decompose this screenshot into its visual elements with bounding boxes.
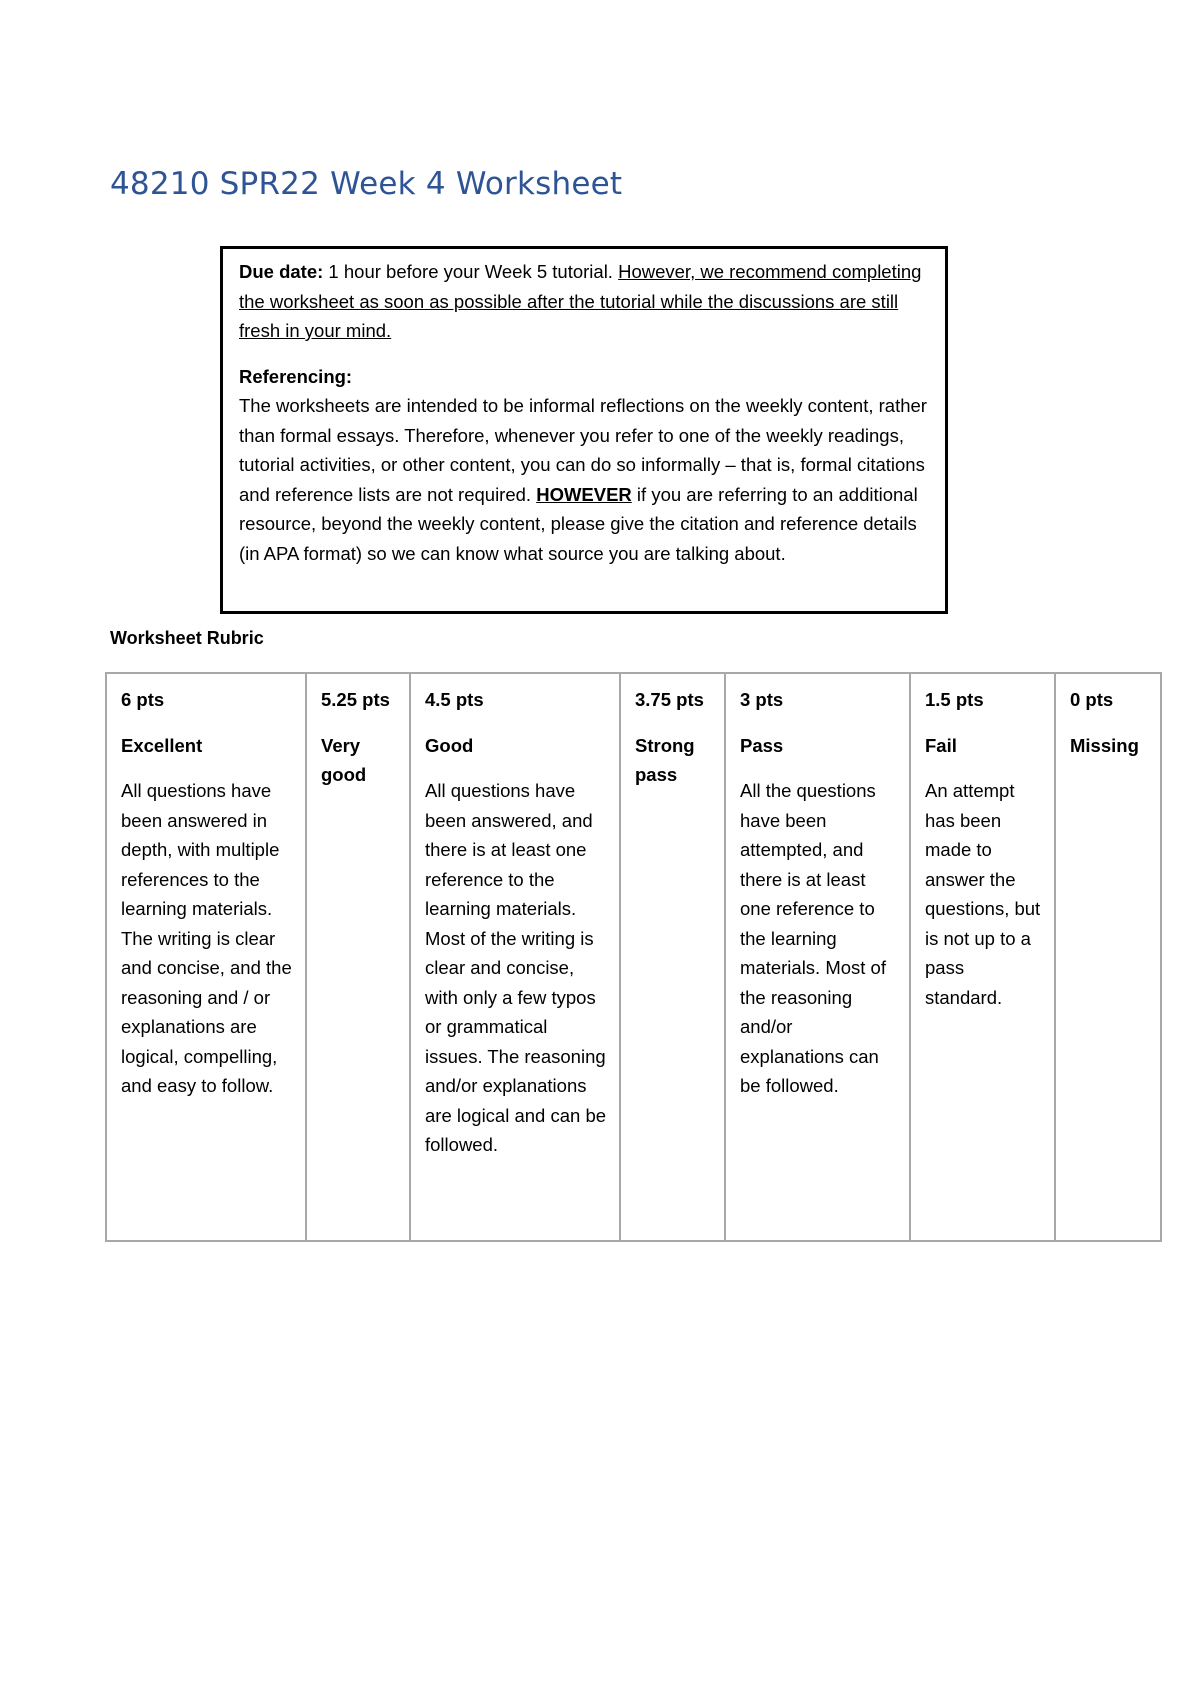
due-date-text: 1 hour before your Week 5 tutorial. [323, 261, 619, 282]
rubric-label: Worksheet Rubric [110, 628, 264, 648]
referencing-text-1: The worksheets are intended to be informal reflections on the weekly content, rather than formal essays. Therefore, whenever you refer to one of the weekly readings, tutorial activities, or other content, you can do so informally – that is, formal citations and reference lists are not required. [239, 395, 927, 505]
rubric-rating: Strong pass [635, 734, 695, 785]
rubric-description: All the questions have been attempted, and there is at least one reference to the learning materials. Most of the reasoning and/or explanations can be followed. [740, 780, 886, 1096]
due-date-recommendation: However, we recommend completing the worksheet as soon as possible after the tutorial while the discussions are still fresh in your mind. [239, 261, 922, 341]
rubric-cell [410, 673, 620, 1241]
rubric-points: 3.75 pts [635, 689, 704, 710]
due-date-paragraph [239, 257, 931, 346]
rubric-rating: Very good [321, 734, 367, 785]
rubric-cell [306, 673, 410, 1241]
rubric-points: 5.25 pts [321, 689, 390, 710]
rubric-points: 1.5 pts [925, 689, 984, 710]
rubric-cell [620, 673, 725, 1241]
rubric-table [105, 672, 1162, 1242]
rubric-description: All questions have been answered, and there is at least one reference to the learning materials. Most of the writing is clear and concise, with only a few typos or grammatical issues. The reasoning and/or explanations are logical and can be followed. [425, 780, 607, 1155]
referencing-paragraph [239, 391, 931, 568]
page-title: 48210 SPR22 Week 4 Worksheet [110, 166, 623, 202]
rubric-cell [910, 673, 1055, 1241]
rubric-rating: Excellent [121, 734, 203, 756]
rubric-rating: Missing [1070, 734, 1139, 756]
rubric-rating: Good [425, 734, 474, 756]
rubric-points: 3 pts [740, 689, 784, 710]
referencing-text-2: if you are referring to an additional resource, beyond the weekly content, please give the citation and reference details (in APA format) so we can know what source you are talking about. [239, 483, 918, 564]
referencing-however: HOWEVER [536, 483, 632, 505]
rubric-points: 4.5 pts [425, 689, 484, 710]
rubric-cell [106, 673, 306, 1241]
rubric-description: An attempt has been made to answer the questions, but is not up to a pass standard. [925, 780, 1041, 1008]
rubric-rating: Fail [925, 734, 957, 756]
rubric-row [106, 673, 1161, 1241]
rubric-cell [725, 673, 910, 1241]
due-date-label: Due date: [239, 261, 324, 282]
rubric-points: 6 pts [121, 689, 165, 710]
info-box [220, 246, 948, 614]
rubric-description: All questions have been answered in depth, with multiple references to the learning materials. The writing is clear and concise, and the reasoning and / or explanations are logical, compelling, and easy to follow. [121, 780, 292, 1096]
rubric-rating: Pass [740, 734, 784, 756]
rubric-cell [1055, 673, 1161, 1241]
rubric-points: 0 pts [1070, 689, 1114, 710]
referencing-label: Referencing: [239, 365, 353, 387]
